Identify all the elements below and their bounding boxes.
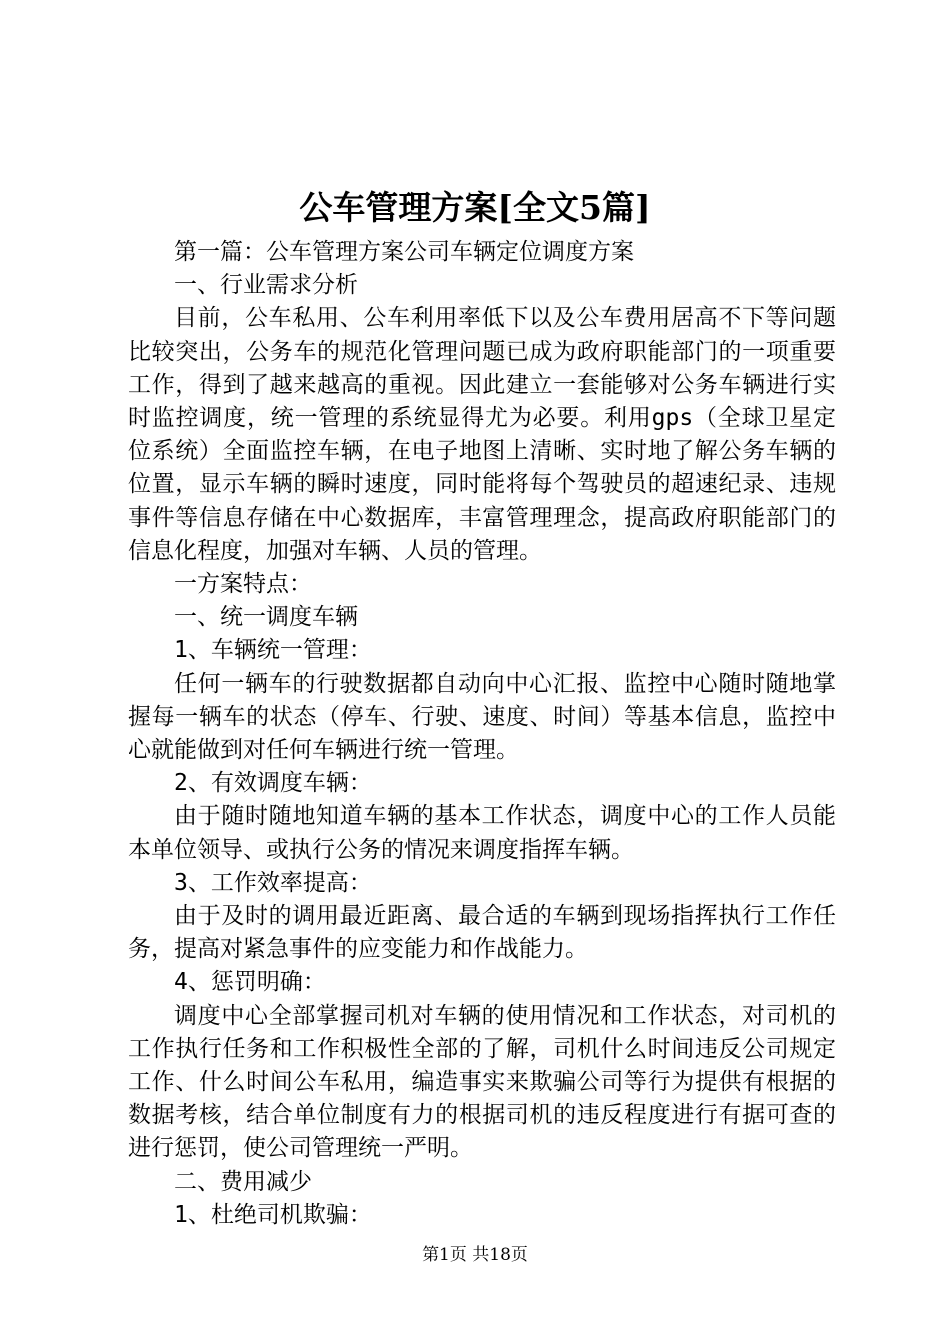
paragraph: 二、费用减少 (174, 1168, 312, 1195)
paragraph: 4、惩罚明确： (174, 969, 326, 996)
paragraph: 由于随时随地知道车辆的基本工作状态，调度中心的工作人员能本单位领导、或执行公务的情况来调度指挥车辆。 (128, 803, 836, 863)
paragraph: 3、工作效率提高： (174, 869, 372, 896)
paragraph: 1、杜绝司机欺骗： (174, 1201, 372, 1228)
paragraph: 一、统一调度车辆 (174, 604, 358, 631)
document-body (128, 236, 836, 1232)
paragraph: 任何一辆车的行驶数据都自动向中心汇报、监控中心随时随地掌握每一辆车的状态（停车、行驶、速度、时间）等基本信息，监控中心就能做到对任何车辆进行统一管理。 (128, 670, 836, 764)
document-title: 公车管理方案[全文5篇] (299, 188, 651, 227)
paragraph: 一、行业需求分析 (174, 272, 358, 299)
paragraph: 2、有效调度车辆： (174, 770, 372, 797)
page-footer: 第1页 共18页 (422, 1245, 528, 1265)
paragraph: 第一篇：公车管理方案公司车辆定位调度方案 (174, 239, 634, 265)
paragraph: 一方案特点： (174, 571, 312, 598)
paragraph: 1、车辆统一管理： (174, 637, 372, 664)
paragraph: 目前，公车私用、公车利用率低下以及公车费用居高不下等问题比较突出，公务车的规范化管理问题已成为政府职能部门的一项重要工作，得到了越来越高的重视。因此建立一套能够对公务车辆进行实时监控调度，统一管理的系统显得尤为必要。利用gps（全球卫星定位系统）全面监控车辆，在电子地图上清晰、实时地了解公务车辆的位置，显示车辆的瞬时速度，同时能将每个驾驶员的超速纪录、违规事件等信息存储在中心数据库，丰富管理理念，提高政府职能部门的信息化程度，加强对车辆、人员的管理。 (128, 305, 836, 564)
paragraph: 由于及时的调用最近距离、最合适的车辆到现场指挥执行工作任务，提高对紧急事件的应变能力和作战能力。 (128, 903, 836, 963)
paragraph: 调度中心全部掌握司机对车辆的使用情况和工作状态，对司机的工作执行任务和工作积极性全部的了解，司机什么时间违反公司规定工作、什么时间公车私用，编造事实来欺骗公司等行为提供有根据的数据考核，结合单位制度有力的根据司机的违反程度进行有据可查的进行惩罚，使公司管理统一严明。 (128, 1002, 836, 1162)
